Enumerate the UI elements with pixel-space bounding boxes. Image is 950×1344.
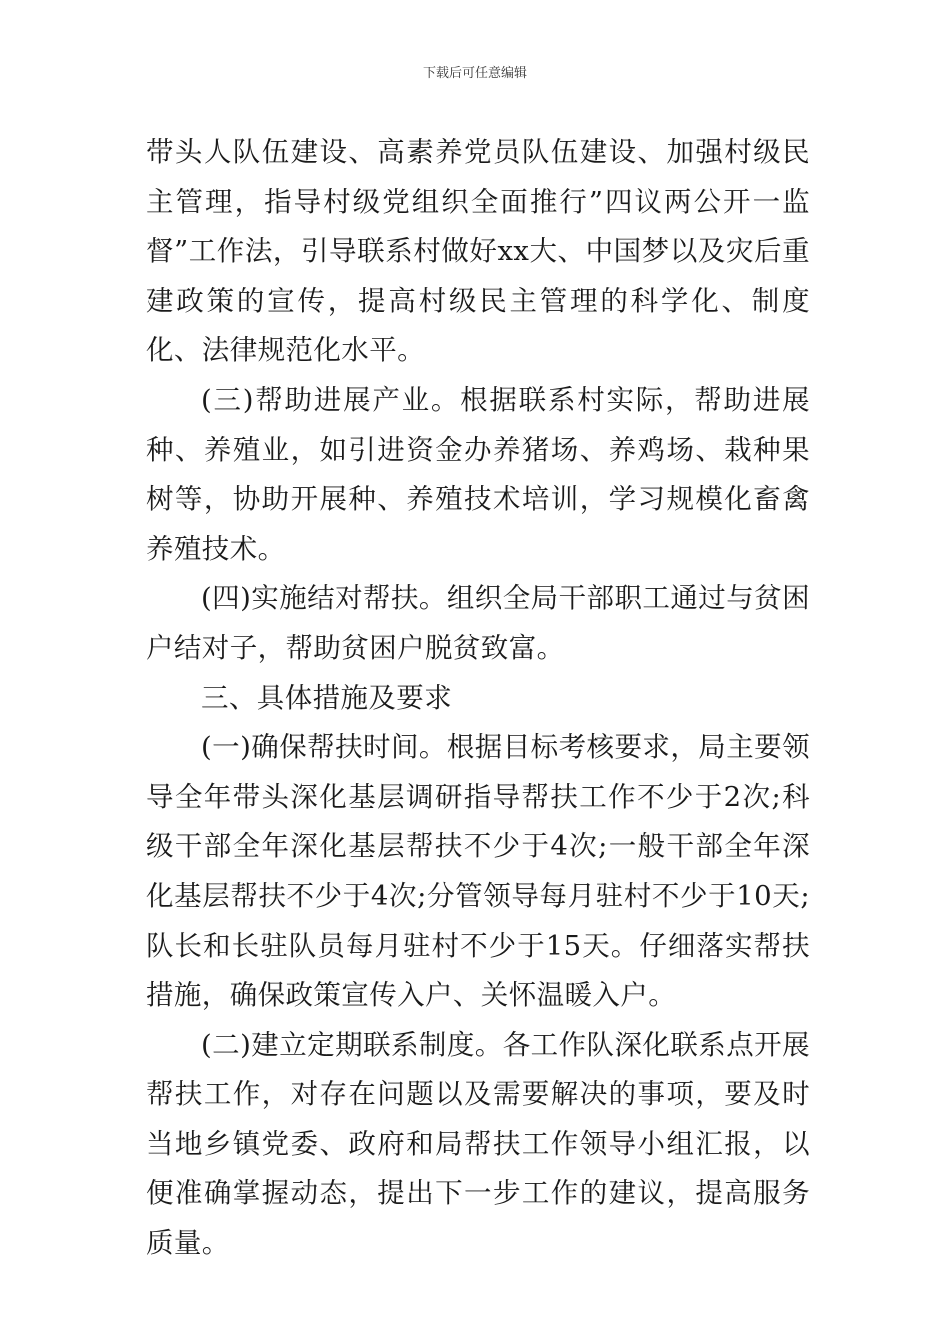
paragraph-section-4: (四)实施结对帮扶。组织全局干部职工通过与贫困户结对子，帮助贫困户脱贫致富。 xyxy=(146,582,810,664)
section-heading-measures: 三、具体措施及要求 xyxy=(201,681,453,714)
paragraph-measure-2: (二)建立定期联系制度。各工作队深化联系点开展帮扶工作，对存在问题以及需要解决的事项，要及时当地乡镇党委、政府和局帮扶工作领导小组汇报，以便准确掌握动态，提出下一步工作的建议，提高服务质量。 xyxy=(146,1028,810,1260)
paragraph-continuation: 带头人队伍建设、高素养党员队伍建设、加强村级民主管理，指导村级党组织全面推行”四议两公开一监督”工作法，引导联系村做好xx大、中国梦以及灾后重建政策的宣传，提高村级民主管理的科学化、制度化、法律规范化水平。 xyxy=(146,136,810,367)
paragraph-section-3: (三)帮助进展产业。根据联系村实际，帮助进展种、养殖业，如引进资金办养猪场、养鸡场、栽种果树等，协助开展种、养殖技术培训，学习规模化畜禽养殖技术。 xyxy=(146,383,810,565)
page-header: 下载后可任意编辑 xyxy=(422,66,527,81)
paragraph-measure-1: (一)确保帮扶时间。根据目标考核要求，局主要领导全年带头深化基层调研指导帮扶工作不少于2次;科级干部全年深化基层帮扶不少于4次;一般干部全年深化基层帮扶不少于4次;分管领导每月驻村不少于10天;队长和长驻队员每月驻村不少于15天。仔细落实帮扶措施，确保政策宣传入户、关怀温暖入户。 xyxy=(146,731,810,1012)
document-body xyxy=(146,128,810,1269)
